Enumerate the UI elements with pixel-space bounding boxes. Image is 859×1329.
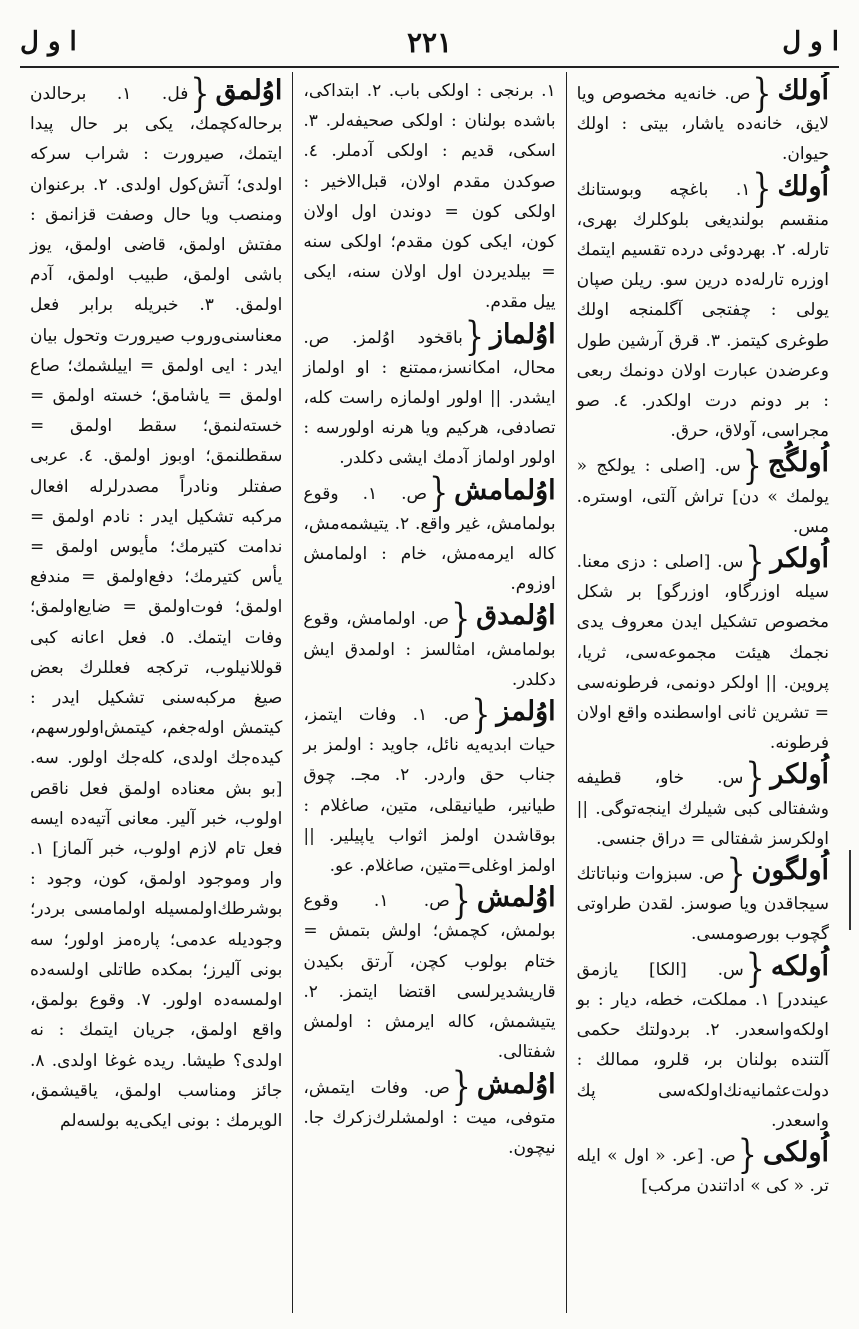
brace-mark: { <box>752 72 772 117</box>
entry-headword: اُولكر <box>770 759 829 791</box>
entry-definition: ص. [عر. « اول » ايله تر. « كى » اداتندن مركب] <box>576 1145 829 1197</box>
brace-mark: { <box>451 596 471 643</box>
entry-headword: اُولگون <box>751 855 829 887</box>
dictionary-entry <box>30 72 283 1136</box>
dictionary-entry <box>303 692 556 881</box>
entry-headword: اوُلمدق <box>476 600 556 632</box>
brace-mark: { <box>726 851 746 897</box>
running-head-right: ا و ل <box>782 27 839 57</box>
entry-definition: فل. ۱. برحالدن برحاله‌كچمك، يكى بر حال پيدا ايتمك، صيرورت : شراب سركه اولدى؛ آتش‌كول اولدى. ۲. برعنوان ومنصب ويا حال وصفت قزانمق : مفتش اولمق، قاضى اولمق، يوز باشى اولمق، طبيب اولمق، آدم اولمق. ۳. خبريله برابر فعل معناسنى‌وروب صيرورت وتحول بيان ايدر : ايى اولمق = اييلشمك؛ صاع اولمق = ياشامق؛ خسته اولمق = خسته‌لنمق؛ سقط اولمق = سقطلنمق؛ اوبوز اولمق. ٤. عربى صفتلر ونادراً مصدرلرله افعال مركبه تشكيل ايدر : نادم اولمق = ندامت كتيرمك؛ مأيوس اولمق = يأس كتيرمك؛ دفع‌اولمق = مندفع اولمق؛ فوت‌اولمق = ضايع‌اولمق؛ وفات ايتمك. ٥. فعل اعانه كبى قوللانيلوب، تركجه فعللرك بعض صيغ مركبه‌سنى تشكيل ايدر : كيتمش اوله‌جغم، كيتمش‌اولورسهم، كيده‌جك اولدى، كله‌جك اولور. سه. [بو بش معناده اولمق فعل ناقص اولوب، خبر آلير. معانى آتيه‌ده ايسه فعل تام لازم اولوب، خبر آلماز] ۱. وار وموجود اولمق، كون، وجود : بوشرطك‌اولمسيله اولمامسى بردر؛ وجوديله عدمى؛ پاره‌مز اولور؛ سه بونى آليرز؛ بمكده طاتلى اولسه‌ده اولمسه‌ده اولور. ۷. وقوع بولمق، واقع اولمق، جريان ايتمك : نه اولدى؟ طيشا. ريده غوغا اولدى. ۸. جائز ومناسب اولمق، ياقيشمق، الويرمك : بونى ايكى‌يه بولسه‌لم <box>30 84 283 1131</box>
entry-headword: اوُلمز <box>496 696 556 728</box>
dictionary-entry <box>576 72 829 170</box>
entry-definition: س. [اصلى : يولكج « يولمك » دن] تراش آلتى، اوستره. مس. <box>576 456 829 537</box>
text-columns <box>20 72 839 1313</box>
page-number: ٢٢١ <box>406 25 453 59</box>
entry-definition: ص. خانه‌یه مخصوص ويا لايق، خانه‌ده ياشار، بيتى : اولك حيوان. <box>576 84 829 165</box>
entry-definition: ص. ۱. وفات ايتمز، حيات ابديه‌يه نائل، جاويد : اولمز بر جناب حق واردر. ۲. مجـ. چوق طيانير، طيانيقلى، متين، صاغلام : بوقاشدن اولمز اثواب ياپيلير. || اولمز اوغلى=متين، صاغلام. عو. <box>303 705 556 877</box>
entry-headword: اوُلمش <box>476 882 556 914</box>
brace-mark: { <box>451 1064 471 1111</box>
dictionary-entry <box>303 314 556 474</box>
dictionary-entry <box>303 1064 556 1164</box>
brace-mark: { <box>471 692 491 738</box>
dictionary-entry <box>576 755 829 854</box>
dictionary-entry <box>576 443 829 542</box>
dictionary-entry <box>303 470 556 600</box>
entry-definition: ص. ۱. وقوع بولمش، كچمش؛ اولش بتمش = ختام بولوب كچن، آرتق بكيدن قاريشديرلسى اقتضا ايتمز. ۲. يتيشمش، كاله ايرمش : اولمش شفتالى. <box>303 891 556 1063</box>
dictionary-entry <box>303 76 555 318</box>
entry-headword: اوُلمش <box>476 1068 556 1100</box>
entry-headword: اوُلماز <box>490 318 556 350</box>
dictionary-entry <box>576 166 829 447</box>
entry-definition: س. خاو، قطيفه وشفتالى كبى شيلرك اينجه‌توگى. || اولكرسز شفتالى = دراق جنسى. <box>576 768 829 849</box>
entry-headword: اُولكر <box>770 543 829 575</box>
margin-rule <box>849 850 851 930</box>
brace-mark: { <box>429 470 449 517</box>
entry-definition: ص. سبزوات ونباتاتك سيجاقدن ويا صوسز. لقدن طراوتى گچوب بورصومسى. <box>576 864 829 945</box>
brace-mark: { <box>745 946 765 993</box>
running-head-left: ا و ل <box>20 27 77 57</box>
dictionary-entry <box>576 851 829 950</box>
entry-definition: باقخود اوُلمز. ص. محال، امكانسز،ممتنع : او اولماز ايشدر. || اولور اولمازه راست كله، تصادفى، هركيم ويا هرنه اولورسه : اولور اولماز آدمك ايشى دكلدر. <box>303 327 556 469</box>
entry-headword: اُولكى <box>762 1136 829 1168</box>
brace-mark: { <box>737 1133 757 1179</box>
entry-definition: ۱. برنجى : اولكى باب. ۲. ابتداكى، باشده بولنان : اولكى صحيفه‌لر. ۳. اسكى، قديم : اولكى آدملر. ٤. صوكدن مقدم اولان، قبل‌الاخير : اولكى كون = دوندن اول اولان كون، ايكى كون مقدم؛ اولكى سنه = بيلديردن اول اولان سنه، ايكى ييل مقدم. <box>303 81 556 313</box>
entry-definition: س. [الكا] يازمق عينددر] ۱. مملكت، خطه، ديار : بو اولكه‌واسعدر. ۲. بردولتك حكمى آلتنده بولنان بر، قلرو، ممالك : دولت‌عثمانيه‌نك‌اولكه‌سى پك واسعدر. <box>576 959 830 1131</box>
column-middle <box>293 72 566 1313</box>
brace-mark: { <box>464 314 485 361</box>
entry-headword: اُولگُج <box>767 447 829 479</box>
brace-mark: { <box>745 755 765 802</box>
entry-headword: اوُلمق <box>215 75 283 106</box>
entry-definition: ۱. باغچه وبوستانك منقسم بولنديغى بلوكلرك بهرى، تارله. ۲. بهردوئى درده تقسيم ايتمك اوزره تارله‌ده درين سو. ريلن صپان يولى : چفتجى آگلمنجه اولك طوغرى كيتمز. ۳. قرق آرشين طول وعرضدن عبارت اولان دونمك ربعى : بر دونم درت اولكدر. ٤. صو مجراسى، آولاق، حرق. <box>576 179 829 442</box>
dictionary-entry <box>303 596 556 695</box>
entry-definition: ص. ۱. وقوع بولمامش، غير واقع. ۲. يتيشمه‌مش، كاله ايرمه‌مش، خام : اولمامش اوزوم. <box>303 483 556 595</box>
brace-mark: { <box>451 878 471 924</box>
brace-mark: { <box>190 72 210 117</box>
entry-headword: اُولك <box>777 170 829 202</box>
header-rule <box>20 66 839 68</box>
brace-mark: { <box>742 443 762 490</box>
entry-definition: س. [اصلى : دزى معنا. سيله اوزرگاو، اوزرگو] بر شكل مخصوص تشكيل ايدن معروف يدى نجمك هيئت مجموعه‌سى، ثريا، پروين. || اولكر دونمى، فرطونه‌سى = تشرين ثانى اواسطنده واقع اولان فرطونه. <box>576 552 829 754</box>
dictionary-entry <box>303 878 556 1067</box>
dictionary-entry <box>576 539 829 758</box>
column-left <box>20 72 293 1313</box>
brace-mark: { <box>752 166 772 213</box>
column-right <box>567 72 839 1313</box>
entry-headword: اُولك <box>777 75 829 106</box>
brace-mark: { <box>745 539 765 585</box>
entry-definition: ص. اولمامش، وقوع بولمامش، امثالسز : اولمدق ايش دكلدر. <box>303 609 556 690</box>
page-header <box>20 22 839 62</box>
dictionary-entry <box>576 946 830 1136</box>
entry-headword: اُولكه <box>770 950 829 982</box>
entry-definition: ص. وفات ايتمش، متوفى، ميت : اولمشلرك‌زكرك جا. نيچون. <box>303 1077 556 1158</box>
dictionary-entry <box>576 1133 829 1201</box>
entry-headword: اوُلمامش <box>454 474 556 506</box>
